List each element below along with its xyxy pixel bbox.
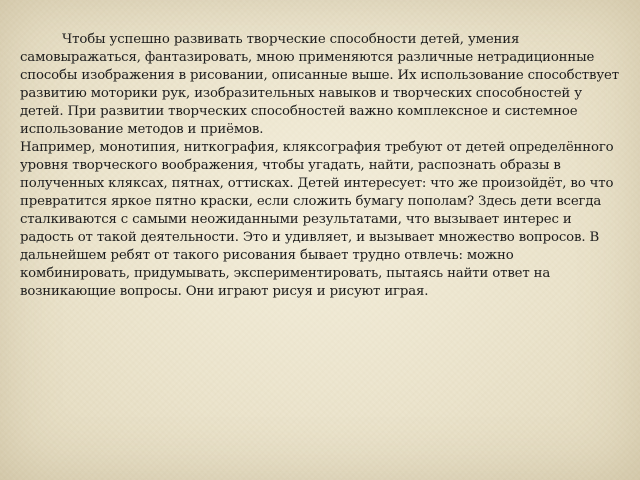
paragraph-1: Чтобы успешно развивать творческие способности детей, умения самовыражаться, фантазировать, мною применяются различные нетрадиционные способы изображения в рисовании, описанные выше. Их использование способствует развитию моторики рук, изобразительных навыков и творческих способностей у детей. При развитии творческих способностей важно комплексное и системное использование методов и приёмов.: [20, 32, 619, 137]
slide-text-body: [20, 31, 626, 301]
paragraph-2: Например, монотипия, ниткография, кляксография требуют от детей определённого уровня творческого воображения, чтобы угадать, найти, распознать образы в полученных кляксах, пятнах, оттисках. Детей интересует: что же произойдёт, во что превратится яркое пятно краски, если сложить бумагу пополам? Здесь дети всегда сталкиваются с самыми неожиданными результатами, что вызывает интерес и радость от такой деятельности. Это и удивляет, и вызывает множество вопросов. В дальнейшем ребят от такого рисования бывает трудно отвлечь: можно комбинировать, придумывать, экспериментировать, пытаясь найти ответ на возникающие вопросы. Они играют рисуя и рисуют играя.: [20, 140, 614, 299]
